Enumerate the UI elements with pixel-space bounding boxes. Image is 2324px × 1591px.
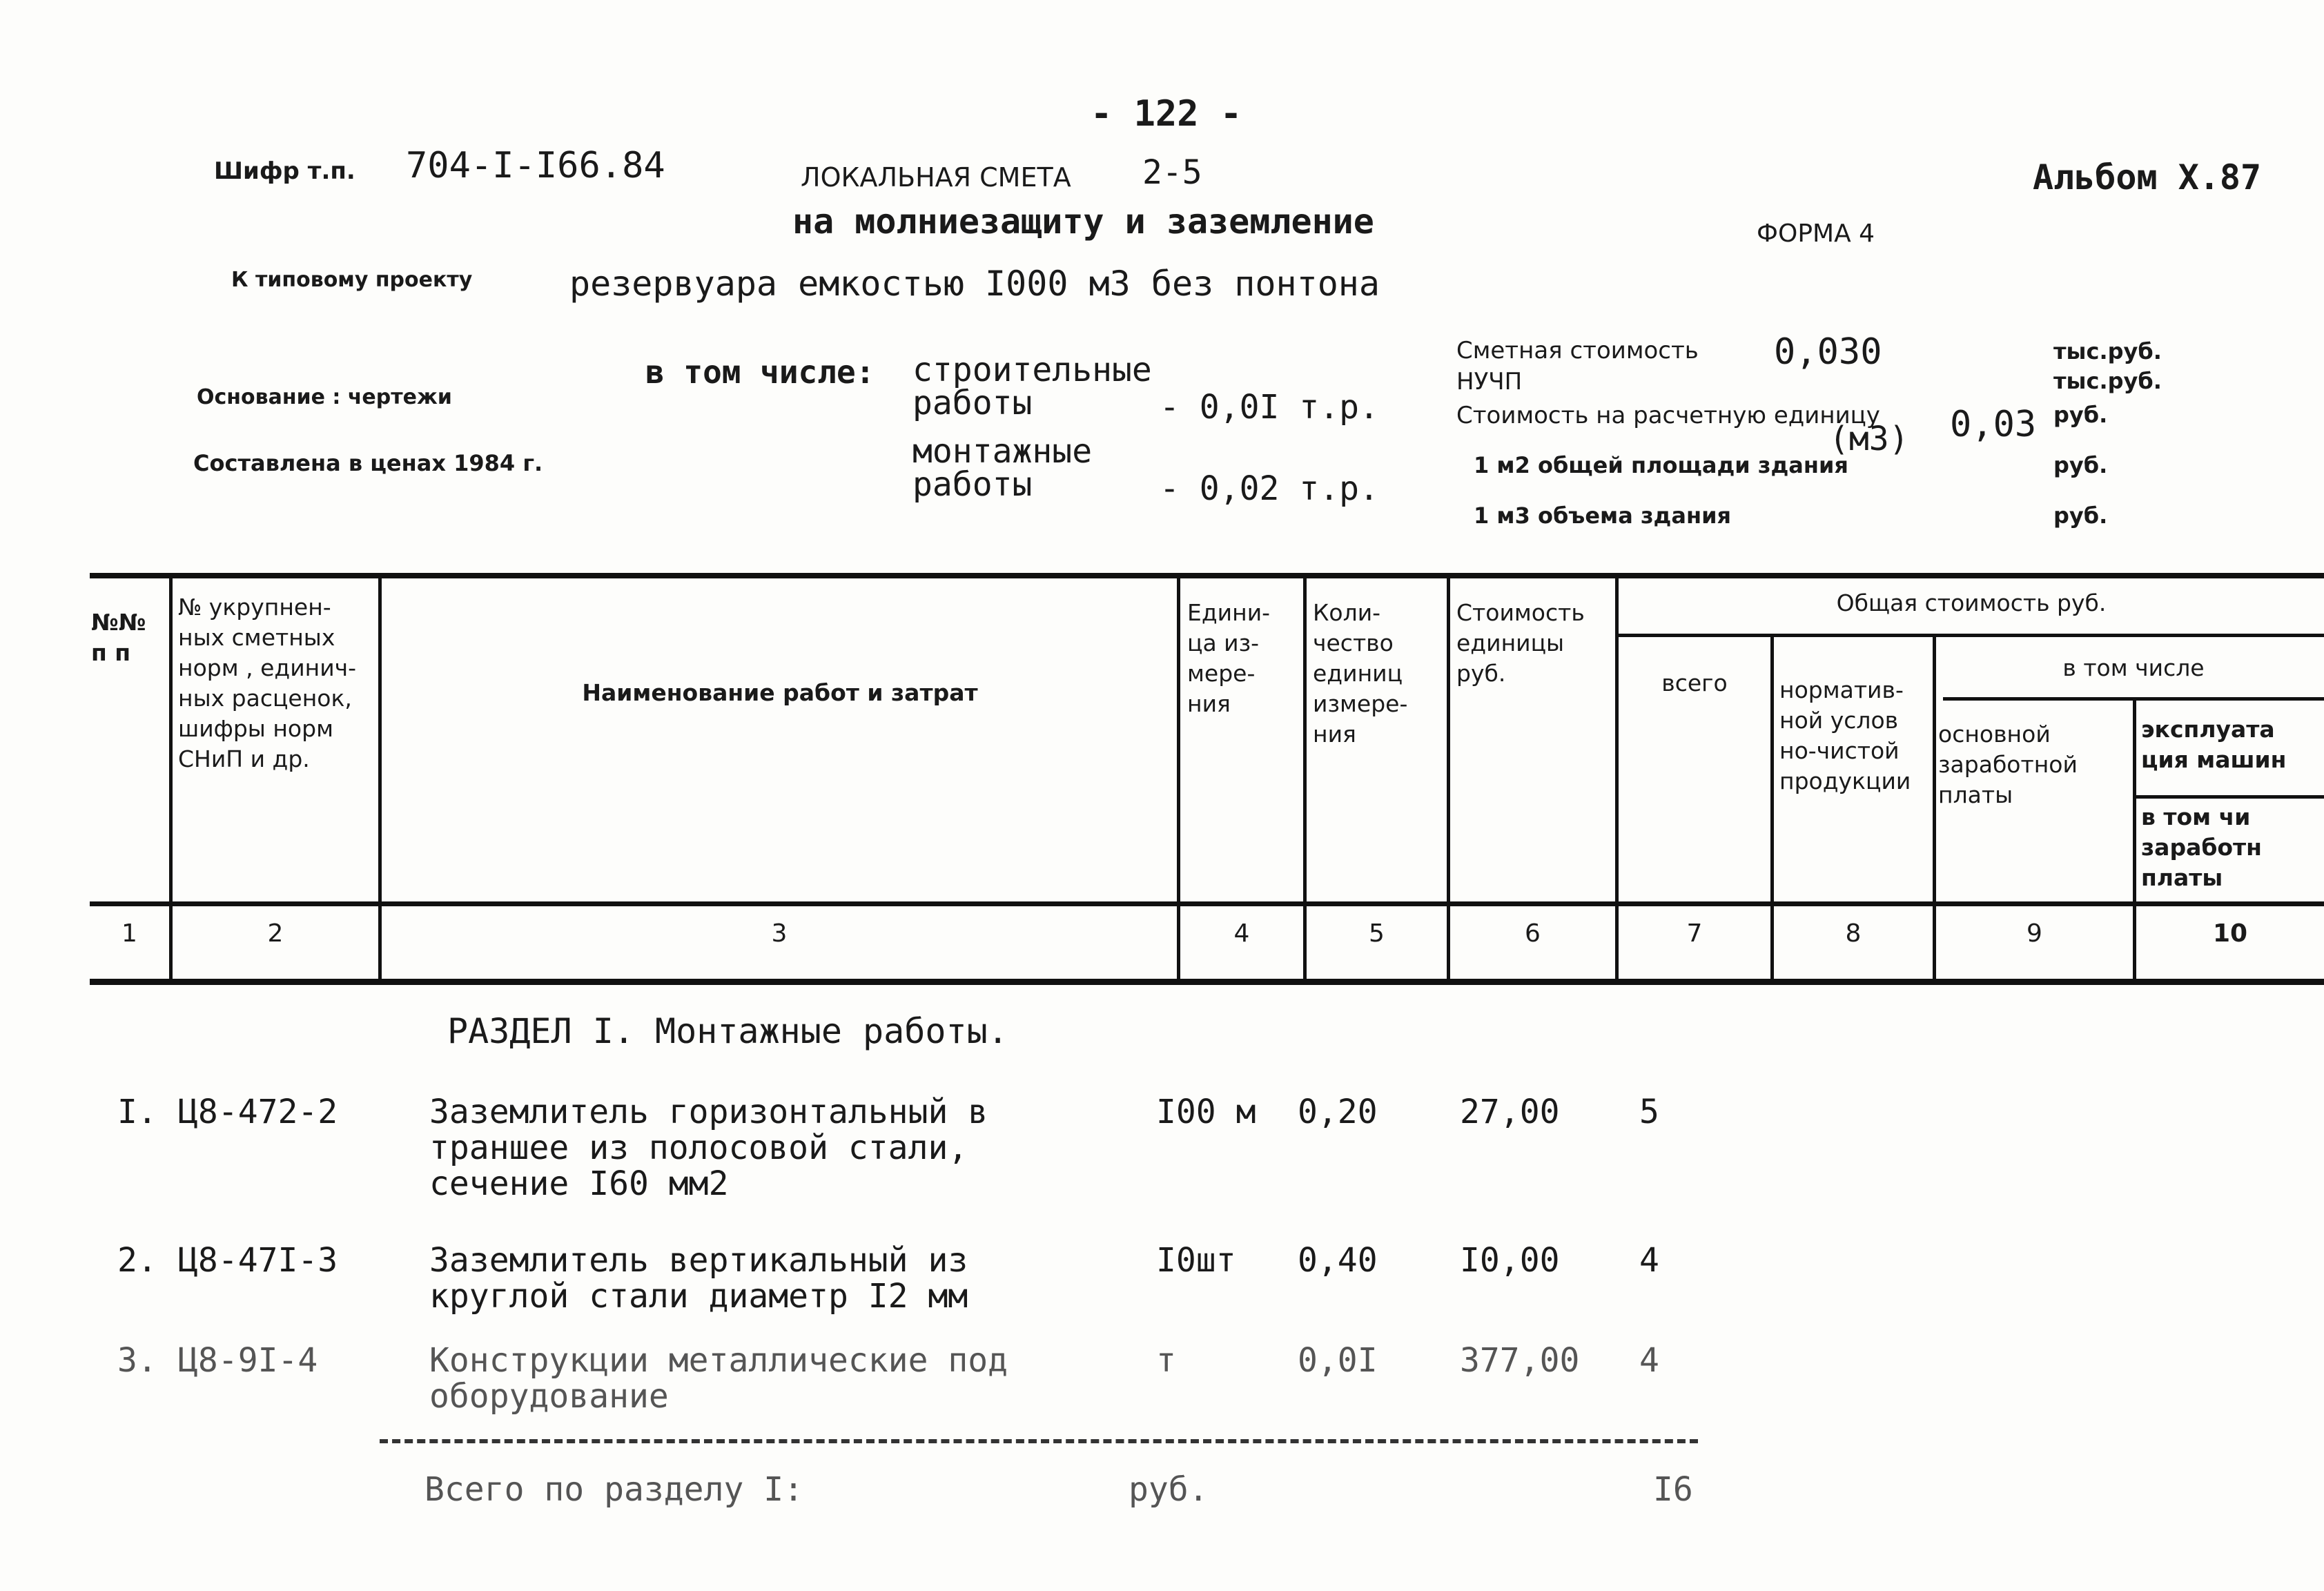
col-number: 8: [1845, 919, 1862, 948]
subtotal-value: I6: [1653, 1470, 1693, 1509]
row-quantity: 0,0I: [1298, 1341, 1378, 1380]
header-machine-salary: в том чи заработн платы: [2141, 803, 2262, 891]
nuchp-label: НУЧП: [1456, 368, 1523, 396]
nuchp-unit: тыс.руб.: [2053, 368, 2162, 394]
row-total: 5: [1639, 1093, 1659, 1131]
col-number: 2: [267, 919, 284, 948]
row-work-name: Конструкции металлические под оборудование: [429, 1341, 1008, 1416]
subtotal-label: Всего по разделу I:: [424, 1470, 804, 1509]
row-unit: I00 м: [1156, 1093, 1256, 1131]
project-value: резервуара емкостью I000 м3 без понтона: [569, 264, 1380, 304]
row-code: Ц8-47I-3: [178, 1241, 338, 1280]
col-number: 5: [1369, 919, 1385, 948]
header-total: всего: [1661, 670, 1728, 696]
per-unit-unit: руб.: [2053, 402, 2108, 428]
col-number: 3: [771, 919, 788, 948]
estimate-label: ЛОКАЛЬНАЯ СМЕТА: [801, 162, 1071, 193]
prices-year: Составлена в ценах 1984 г.: [193, 450, 543, 476]
per-unit-value: 0,03: [1950, 404, 2037, 445]
col-number: 1: [121, 919, 137, 948]
col-number: 9: [2027, 919, 2042, 948]
header-bottom-rule: [90, 901, 2324, 906]
row-unit-cost: 377,00: [1460, 1341, 1580, 1380]
row-unit-cost: 27,00: [1460, 1093, 1560, 1131]
installation-label: монтажные работы: [912, 432, 1093, 504]
header-normative-production: норматив- ной услов но-чистой продукции: [1779, 676, 1911, 794]
row-number: I.: [117, 1093, 157, 1131]
page-number: - 122 -: [1091, 93, 1242, 135]
header-quantity: Коли- чество единиц измере- ния: [1313, 599, 1408, 748]
per-unit-measure: (м3): [1829, 420, 1909, 458]
construction-label: строительные работы: [912, 351, 1152, 422]
basis: Основание : чертежи: [197, 385, 452, 409]
header-work-name: Наименование работ и затрат: [582, 679, 978, 706]
row-unit: т: [1156, 1341, 1176, 1380]
estimated-cost-unit: тыс.руб.: [2053, 338, 2162, 364]
row-unit-cost: I0,00: [1460, 1241, 1560, 1280]
col-number: 4: [1233, 919, 1250, 948]
row-code: Ц8-9I-4: [178, 1341, 318, 1380]
header-norm-code: № укрупнен- ных сметных норм , единич- ных расценок, шифры норм СНиП и др.: [178, 594, 357, 772]
estimate-subject: на молниезащиту и заземление: [792, 202, 1374, 242]
header-row-number: №№ п п: [91, 609, 146, 666]
album-label: Альбом X.87: [2033, 157, 2262, 197]
row-total: 4: [1639, 1341, 1659, 1380]
estimated-cost-value: 0,030: [1774, 331, 1882, 373]
header-unit-cost: Стоимость единицы руб.: [1456, 599, 1585, 687]
header-including: в том числе: [2062, 654, 2205, 681]
row-number: 2.: [117, 1241, 157, 1280]
row-work-name: Заземлитель вертикальный из круглой стали диаметр I2 мм: [429, 1241, 968, 1316]
volume-label: 1 м3 объема здания: [1474, 502, 1732, 529]
table-top-rule: [90, 573, 2324, 578]
total-cost-rule: [1619, 634, 2324, 637]
machines-rule: [2136, 795, 2324, 799]
row-quantity: 0,40: [1298, 1241, 1378, 1280]
col-number: 6: [1525, 919, 1541, 948]
row-unit: I0шт: [1156, 1241, 1236, 1280]
header-unit: Едини- ца из- мере- ния: [1187, 599, 1271, 717]
estimated-cost-label: Сметная стоимость: [1456, 337, 1699, 364]
row-number: 3.: [117, 1341, 157, 1380]
project-label: К типовому проекту: [231, 268, 473, 292]
cipher-value: 704-I-I66.84: [406, 145, 665, 186]
installation-value: - 0,02 т.р.: [1160, 469, 1379, 508]
col-number: 10: [2212, 919, 2248, 948]
estimate-number: 2-5: [1142, 153, 1202, 192]
cipher-label: Шифр т.п.: [214, 157, 355, 185]
subtotal-divider: [380, 1439, 1698, 1443]
row-work-name: Заземлитель горизонтальный в траншее из полосовой стали, сечение I60 мм2: [429, 1093, 988, 1203]
including-label: в том числе:: [645, 353, 875, 391]
construction-value: - 0,0I т.р.: [1160, 388, 1379, 427]
form-label: ФОРМА 4: [1757, 219, 1875, 248]
col-number: 7: [1686, 919, 1703, 948]
subtotal-unit: руб.: [1129, 1470, 1209, 1509]
area-label: 1 м2 общей площади здания: [1474, 452, 1848, 478]
section-title: РАЗДЕЛ I. Монтажные работы.: [447, 1011, 1008, 1051]
row-total: 4: [1639, 1241, 1659, 1280]
volume-unit: руб.: [2053, 502, 2108, 529]
table-bottom-rule: [90, 979, 2324, 985]
per-unit-label: Стоимость на расчетную единицу: [1456, 402, 1880, 429]
row-quantity: 0,20: [1298, 1093, 1378, 1131]
area-unit: руб.: [2053, 452, 2108, 478]
header-machine-operation: эксплуата ция машин: [2141, 716, 2287, 773]
row-code: Ц8-472-2: [178, 1093, 338, 1131]
header-base-salary: основной заработной платы: [1938, 721, 2078, 808]
header-total-cost: Общая стоимость руб.: [1836, 589, 2107, 616]
